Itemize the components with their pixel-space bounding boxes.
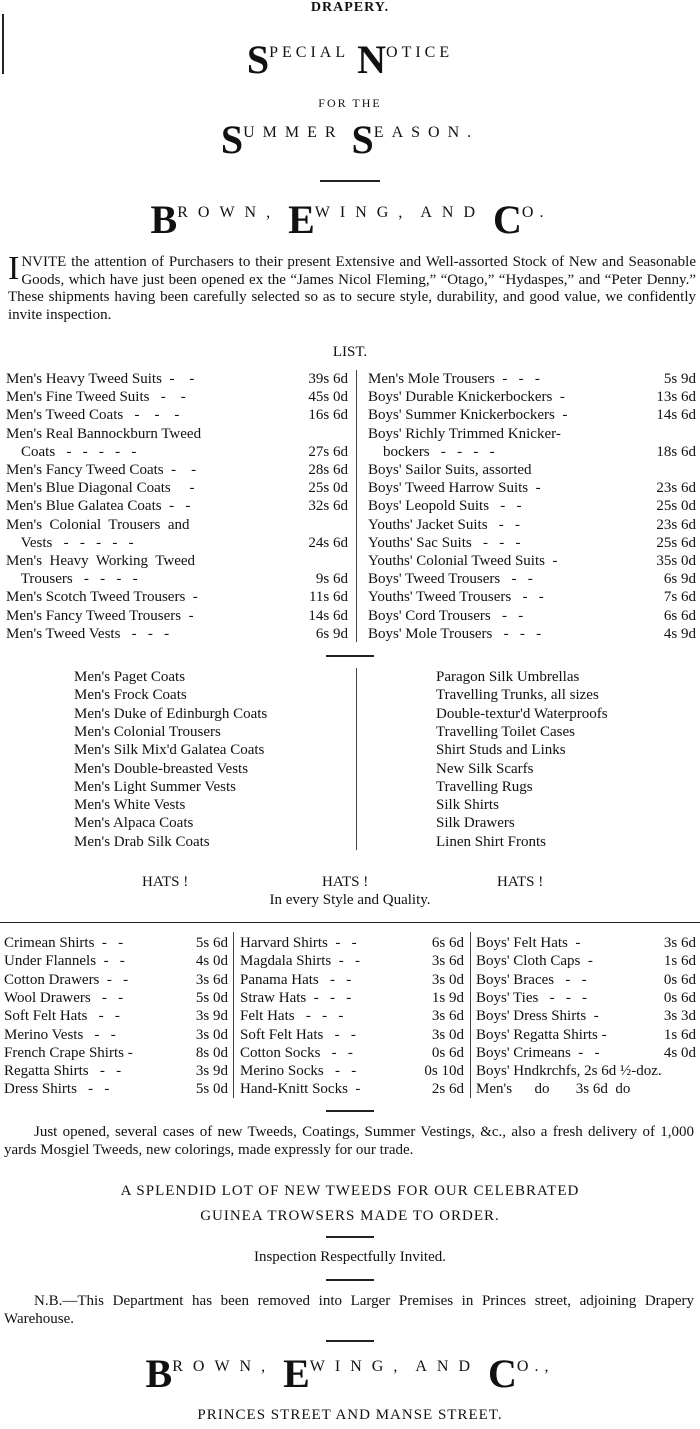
item-price: 3s 6d (663, 935, 696, 951)
item-price: 5s 6d (195, 935, 228, 951)
splendid-line-2: GUINEA TROWSERS MADE TO ORDER. (200, 1208, 500, 1224)
goods-item: Travelling Rugs (436, 778, 533, 795)
item-price: 14s 6d (656, 407, 696, 424)
list-item (6, 370, 348, 388)
item-price: 3s 0d (195, 1026, 228, 1043)
divider (326, 1340, 374, 1342)
divider (326, 1279, 374, 1281)
list-item (240, 1062, 464, 1080)
goods-item: Men's Alpaca Coats (74, 815, 194, 832)
list-item (476, 1007, 696, 1025)
item-name: Boys' Richly Trimmed Knicker- (368, 425, 561, 442)
item-name: Boys' Crimeans - - (476, 1044, 600, 1061)
list-item (4, 971, 228, 989)
item-price: 18s 6d (656, 443, 696, 460)
list-item (6, 443, 348, 461)
item-name: Straw Hats - - - (240, 989, 352, 1006)
list-item (4, 989, 228, 1007)
goods-item: Shirt Studs and Links (436, 742, 566, 759)
list-item (6, 461, 348, 479)
list-item (368, 588, 696, 606)
item-name: Merino Vests - - (4, 1026, 116, 1043)
divider (320, 180, 380, 182)
item-name: Boys' Durable Knickerbockers - (368, 389, 565, 406)
notice-title: SPECIAL NOTICE (246, 37, 454, 82)
item-name: Boys' Mole Trousers - - - (368, 625, 542, 642)
list-item (4, 1062, 228, 1080)
item-price: 3s 6d (431, 953, 464, 970)
item-name: French Crape Shirts - (4, 1044, 133, 1061)
drop-cap: I (8, 250, 20, 287)
goods-item: Silk Drawers (436, 815, 515, 832)
goods-item: Linen Shirt Fronts (436, 833, 547, 850)
list-item (368, 479, 696, 497)
item-name: Men's Heavy Tweed Suits - - (6, 371, 195, 387)
item-name: Boys' Cloth Caps - (476, 953, 593, 970)
divider (0, 922, 700, 923)
list-item (6, 534, 348, 552)
item-price: 13s 6d (656, 389, 696, 406)
item-price: 1s 6d (663, 1026, 696, 1043)
item-price: 1s 9d (431, 989, 464, 1006)
list-item (368, 425, 696, 443)
goods-item: Travelling Trunks, all sizes (436, 687, 599, 704)
item-name: Cotton Socks - - (240, 1044, 353, 1061)
item-name: Hand-Knitt Socks - (240, 1081, 361, 1098)
section-header: DRAPERY. (310, 0, 390, 15)
item-name: Panama Hats - - (240, 971, 352, 988)
list-item (240, 952, 464, 970)
item-price: 23s 6d (656, 516, 696, 533)
item-name: Soft Felt Hats - - (4, 1008, 120, 1025)
list-item (240, 989, 464, 1007)
divider (326, 655, 374, 657)
item-price: 3s 6d (431, 1008, 464, 1025)
goods-item: Men's Drab Silk Coats (74, 833, 210, 850)
item-name: Magdala Shirts - - (240, 953, 360, 970)
list-item (240, 1007, 464, 1025)
col-divider (470, 932, 471, 1098)
goods-item: Travelling Toilet Cases (436, 723, 575, 740)
list-item (476, 952, 696, 970)
firm-name: BROWN, EWING, AND CO. (150, 197, 550, 242)
item-name: Men's Mole Trousers - - - (368, 371, 540, 387)
goods-item: Men's Duke of Edinburgh Coats (74, 705, 268, 722)
item-name: Trousers - - - - (6, 571, 138, 588)
list-item (368, 534, 696, 552)
inspection-line: Inspection Respectfully Invited. (253, 1249, 447, 1265)
item-price: 25s 0d (656, 498, 696, 515)
hats-heading-2: HATS ! (322, 874, 369, 890)
item-price: 11s 6d (308, 589, 348, 606)
goods-item: Men's Frock Coats (74, 687, 187, 704)
list-item (240, 1044, 464, 1062)
item-price: 3s 6d (195, 971, 228, 988)
item-name: Boys' Cord Trousers - - (368, 607, 524, 624)
list-item (240, 971, 464, 989)
item-price: 25s 6d (656, 534, 696, 551)
item-price: 0s 6d (431, 1044, 464, 1061)
list-item (368, 388, 696, 406)
item-name: Coats - - - - - (6, 443, 137, 460)
item-price: 25s 0d (308, 480, 348, 497)
item-price: 28s 6d (308, 462, 348, 478)
item-price: 1s 6d (663, 953, 696, 970)
list-item (476, 1080, 696, 1098)
goods-item: Men's Double-breasted Vests (74, 760, 249, 777)
list-item (476, 934, 696, 952)
item-name: Boys' Felt Hats - (476, 935, 581, 951)
goods-item: Silk Shirts (436, 797, 499, 814)
item-name: Men's Fancy Tweed Coats - - (6, 462, 197, 478)
item-price: 35s 0d (656, 553, 696, 569)
item-name: Boys' Sailor Suits, assorted (368, 462, 532, 478)
list-item (368, 552, 696, 570)
item-price: 7s 6d (663, 589, 696, 606)
item-name: Men's Colonial Trousers and (6, 516, 190, 533)
list-item (4, 952, 228, 970)
item-name: Boys' Regatta Shirts - (476, 1026, 607, 1043)
list-item (6, 406, 348, 424)
item-price: 27s 6d (308, 443, 348, 460)
address-line: PRINCES STREET AND MANSE STREET. (197, 1407, 503, 1423)
item-name: Vests - - - - - (6, 534, 134, 551)
item-name: Boys' Hndkrchfs, 2s 6d ½-doz. (476, 1063, 662, 1080)
item-price: 6s 6d (431, 935, 464, 951)
list-item (6, 552, 348, 570)
item-name: Crimean Shirts - - (4, 935, 124, 951)
item-name: Men's Blue Diagonal Coats - (6, 480, 195, 497)
list-item (4, 934, 228, 952)
item-price: 0s 10d (424, 1063, 464, 1080)
item-price: 6s 6d (663, 607, 696, 624)
goods-item: Double-textur'd Waterproofs (436, 705, 608, 722)
item-price: 5s 9d (663, 371, 696, 387)
item-name: Men's Blue Galatea Coats - - (6, 498, 191, 515)
list-item (6, 479, 348, 497)
list-item (368, 497, 696, 515)
list-item (368, 625, 696, 643)
list-item (6, 625, 348, 643)
item-name: Soft Felt Hats - - (240, 1026, 356, 1043)
goods-item: New Silk Scarfs (436, 760, 534, 777)
intro-paragraph: INVITE the attention of Purchasers to their present Extensive and Well-assorted Stock of New and Seasonable Goods, which have just been opened ex the “James Nicol Fleming,” “Otago,” “Hydaspes,” and “Peter Denny.” These shipments having been carefully selected so as to secure style, durability, and good value, we confidently invite inspection. (8, 250, 696, 323)
nb-paragraph: N.B.—This Department has been removed into Larger Premises in Princes street, adjoining Drapery Warehouse. (4, 1293, 694, 1327)
item-name: Harvard Shirts - - (240, 935, 357, 951)
firm-name-footer: BROWN, EWING, AND CO., (145, 1351, 555, 1396)
list-item (368, 443, 696, 461)
item-price: 24s 6d (308, 534, 348, 551)
list-item (368, 406, 696, 424)
item-price: 16s 6d (308, 407, 348, 424)
item-name: Men's Real Bannockburn Tweed (6, 425, 202, 442)
col-divider (233, 932, 234, 1098)
item-price: 3s 9d (195, 1063, 228, 1080)
list-item (4, 1026, 228, 1044)
item-price: 9s 6d (315, 571, 348, 588)
item-name: Youths' Colonial Tweed Suits - (368, 553, 558, 569)
just-opened-paragraph: Just opened, several cases of new Tweeds, Coatings, Summer Vestings, &c., also a fresh delivery of 1,000 yards Mosgiel Tweeds, new colorings, made expressly for our trade. (4, 1124, 694, 1158)
item-price: 2s 6d (431, 1081, 464, 1098)
list-divider (356, 370, 357, 642)
item-name: Men's do 3s 6d do (476, 1081, 631, 1098)
list-item (6, 497, 348, 515)
list-item (476, 971, 696, 989)
item-name: Boys' Leopold Suits - - (368, 498, 522, 515)
list-item (368, 570, 696, 588)
item-price: 4s 0d (195, 953, 228, 970)
list-item (6, 425, 348, 443)
item-price: 4s 0d (663, 1044, 696, 1061)
item-price: 32s 6d (308, 498, 348, 515)
list-item (6, 516, 348, 534)
item-name: Men's Tweed Vests - - - (6, 625, 170, 642)
notice-for-the: FOR THE (318, 96, 382, 110)
goods-item: Men's Light Summer Vests (74, 778, 237, 795)
list-item (4, 1044, 228, 1062)
item-price: 0s 6d (663, 989, 696, 1006)
item-name: Youths' Jacket Suits - - (368, 516, 521, 533)
list-item (240, 1026, 464, 1044)
goods-item: Men's Colonial Trousers (74, 723, 221, 740)
item-name: Men's Heavy Working Tweed (6, 553, 196, 569)
goods-item: Men's Silk Mix'd Galatea Coats (74, 742, 265, 759)
item-price: 3s 0d (431, 971, 464, 988)
item-name: Regatta Shirts - - (4, 1063, 122, 1080)
item-name: Felt Hats - - - (240, 1008, 344, 1025)
list-item (476, 989, 696, 1007)
item-price: 3s 9d (195, 1008, 228, 1025)
list-item (368, 370, 696, 388)
list-item (6, 388, 348, 406)
item-name: Men's Fancy Tweed Trousers - (6, 607, 194, 624)
item-name: Men's Scotch Tweed Trousers - (6, 589, 198, 606)
goods-item: Men's Paget Coats (74, 669, 186, 685)
item-name: Men's Fine Tweed Suits - - (6, 389, 186, 406)
list-item (476, 1026, 696, 1044)
divider (326, 1236, 374, 1238)
goods-item: Men's White Vests (74, 797, 186, 814)
item-name: Men's Tweed Coats - - - (6, 407, 180, 424)
list-item (6, 570, 348, 588)
item-name: Boys' Tweed Harrow Suits - (368, 480, 541, 497)
goods-divider (356, 668, 357, 850)
hats-heading-3: HATS ! (497, 874, 544, 890)
item-name: Under Flannels - - (4, 953, 125, 970)
item-name: Cotton Drawers - - (4, 971, 129, 988)
item-name: Youths' Tweed Trousers - - (368, 589, 544, 606)
list-title: LIST. (332, 344, 368, 360)
item-price: 4s 9d (663, 625, 696, 642)
item-price: 45s 0d (308, 389, 348, 406)
list-item (6, 588, 348, 606)
item-price: 3s 3d (663, 1008, 696, 1025)
item-price: 6s 9d (663, 571, 696, 588)
list-item (368, 516, 696, 534)
splendid-line-1: A SPLENDID LOT OF NEW TWEEDS FOR OUR CELEBRATED (120, 1183, 580, 1199)
item-name: Wool Drawers - - (4, 989, 124, 1006)
item-price: 0s 6d (663, 971, 696, 988)
list-item (240, 1080, 464, 1098)
item-price: 6s 9d (315, 625, 348, 642)
item-name: Merino Socks - - (240, 1063, 357, 1080)
goods-item: Paragon Silk Umbrellas (436, 669, 580, 685)
list-item (368, 607, 696, 625)
item-price: 3s 0d (431, 1026, 464, 1043)
item-price: 8s 0d (195, 1044, 228, 1061)
hats-subtitle: In every Style and Quality. (269, 892, 431, 908)
list-item (476, 1044, 696, 1062)
list-item (4, 1080, 228, 1098)
hats-heading-1: HATS ! (142, 874, 189, 890)
item-name: Boys' Braces - - (476, 971, 587, 988)
divider (326, 1110, 374, 1112)
item-price: 14s 6d (308, 607, 348, 624)
item-name: Boys' Tweed Trousers - - (368, 571, 533, 588)
item-price: 23s 6d (656, 480, 696, 497)
item-price: 39s 6d (308, 371, 348, 387)
item-name: Boys' Ties - - - (476, 989, 588, 1006)
item-name: Youths' Sac Suits - - - (368, 534, 521, 551)
item-name: Dress Shirts - - (4, 1081, 110, 1098)
list-item (368, 461, 696, 479)
notice-season: SUMMER SEASON. (220, 117, 480, 162)
item-name: Boys' Summer Knickerbockers - (368, 407, 568, 424)
item-price: 5s 0d (195, 989, 228, 1006)
item-price: 5s 0d (195, 1081, 228, 1098)
list-item (4, 1007, 228, 1025)
list-item (6, 607, 348, 625)
list-item (476, 1062, 696, 1080)
item-name: Boys' Dress Shirts - (476, 1008, 599, 1025)
list-item (240, 934, 464, 952)
item-name: bockers - - - - (368, 443, 495, 460)
